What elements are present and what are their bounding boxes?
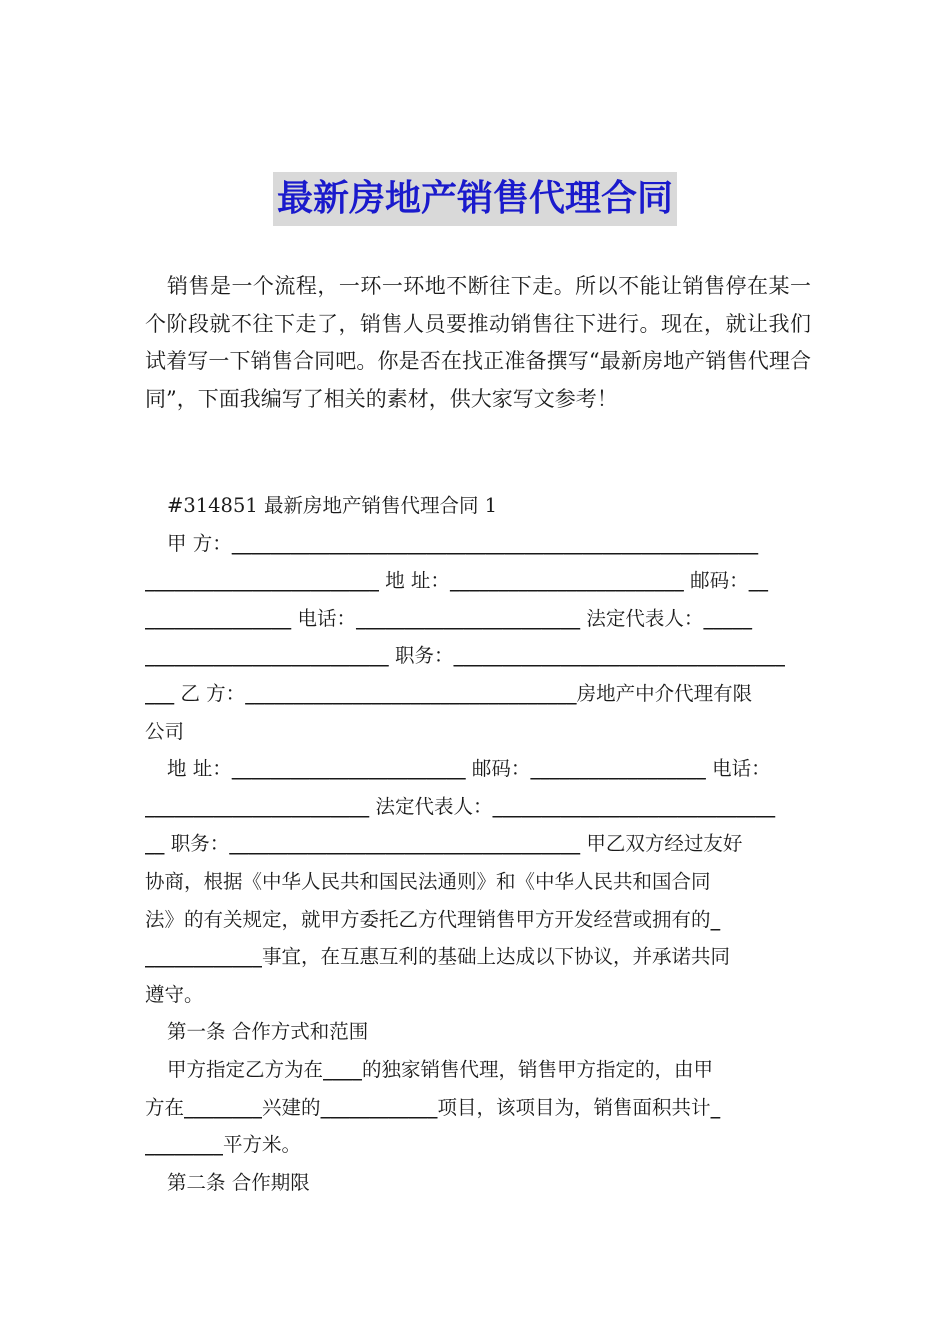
contract-text: 平方米。 xyxy=(223,1133,302,1157)
blank-field: _________________________ xyxy=(145,644,389,668)
contract-text: 法定代表人： xyxy=(369,794,493,818)
contract-line xyxy=(145,1013,811,1051)
contract-line xyxy=(145,901,811,939)
blank-field: ________________________ xyxy=(449,569,684,593)
contract-line xyxy=(145,750,811,788)
blank-field: _______________________ xyxy=(355,606,581,630)
contract-text: 地 址： xyxy=(379,569,450,593)
blank-field: ____________________________________ xyxy=(229,832,581,856)
contract-text: 遵守。 xyxy=(145,982,204,1006)
contract-text: 邮码： xyxy=(683,569,749,593)
blank-field: _ xyxy=(710,907,721,931)
contract-text: 乙 方： xyxy=(174,681,246,705)
blank-field: ______________________________________________________ xyxy=(231,531,759,555)
contract-text: 事宜，在互惠互利的基础上达成以下协议，并承诺共同 xyxy=(262,945,731,969)
blank-field: _____ xyxy=(703,606,753,630)
contract-text: 方在 xyxy=(145,1095,185,1119)
contract-text: 电话： xyxy=(291,606,356,630)
contract-line xyxy=(145,600,811,638)
blank-field: ____________ xyxy=(320,1095,438,1119)
contract-line xyxy=(145,562,811,600)
contract-line xyxy=(145,525,811,563)
intro-paragraph: 销售是一个流程，一环一环地不断往下走。所以不能让销售停在某一个阶段就不往下走了，销售人员要推动销售往下进行。现在，就让我们试着写一下销售合同吧。你是否在找正准备撰写“最新房地产销售代理合同”，下面我编写了相关的素材，供大家写文参考！ xyxy=(145,274,811,411)
contract-text: 地 址： xyxy=(167,757,232,781)
document-title: 最新房地产销售代理合同 xyxy=(273,172,677,226)
blank-field: ___ xyxy=(145,681,175,705)
contract-line xyxy=(145,938,811,976)
contract-line xyxy=(145,675,811,713)
contract-line xyxy=(145,637,811,675)
blank-field: ________________________ xyxy=(231,757,466,781)
contract-heading: #314851 最新房地产销售代理合同 1 xyxy=(167,494,498,517)
contract-line xyxy=(145,825,811,863)
blank-field: _ xyxy=(710,1095,721,1119)
contract-text: 职务： xyxy=(164,832,230,856)
contract-line xyxy=(145,1126,811,1164)
contract-text: 甲方指定乙方为在 xyxy=(167,1057,324,1081)
blank-field: ____________ xyxy=(145,945,262,969)
blank-field: __________________ xyxy=(530,757,706,781)
contract-text: 的独家销售代理，销售甲方指定的，由甲 xyxy=(362,1057,714,1081)
contract-text: 邮码： xyxy=(465,757,531,781)
contract-line xyxy=(145,1051,811,1089)
contract-line xyxy=(145,976,811,1014)
contract-text: 兴建的 xyxy=(262,1095,321,1119)
blank-field: __ xyxy=(145,832,165,856)
contract-line xyxy=(145,1089,811,1127)
contract-text: 甲 方： xyxy=(167,531,232,555)
blank-field: __________________________________ xyxy=(245,681,577,705)
contract-line xyxy=(145,863,811,901)
contract-text: 法定代表人： xyxy=(580,606,704,630)
blank-field: ________ xyxy=(145,1133,223,1157)
blank-field: __________________________________ xyxy=(453,644,785,668)
blank-field: ________________________ xyxy=(145,569,379,593)
blank-field: _______________ xyxy=(145,606,292,630)
contract-text: 公司 xyxy=(145,719,185,743)
contract-line xyxy=(145,788,811,826)
contract-text: 协商，根据《中华人民共和国民法通则》和《中华人民共和国合同 xyxy=(145,869,711,893)
contract-text: 第二条 合作期限 xyxy=(167,1170,310,1194)
blank-field: ____ xyxy=(323,1057,363,1081)
title-container xyxy=(0,172,950,226)
contract-body xyxy=(145,487,811,1201)
contract-line xyxy=(145,1164,811,1202)
blank-field: _______________________ xyxy=(145,794,370,818)
contract-text: 甲乙双方经过友好 xyxy=(580,832,743,856)
contract-line xyxy=(145,713,811,751)
contract-text: 法》的有关规定，就甲方委托乙方代理销售甲方开发经营或拥有的 xyxy=(145,907,711,931)
contract-text: 房地产中介代理有限 xyxy=(576,681,753,705)
contract-text: 职务： xyxy=(388,644,454,668)
contract-text: 电话： xyxy=(705,757,771,781)
blank-field: __ xyxy=(748,569,769,593)
blank-field: _____________________________ xyxy=(492,794,776,818)
contract-text: 第一条 合作方式和范围 xyxy=(167,1020,369,1044)
contract-text: 项目，该项目为，销售面积共计 xyxy=(437,1095,711,1119)
blank-field: ________ xyxy=(184,1095,263,1119)
